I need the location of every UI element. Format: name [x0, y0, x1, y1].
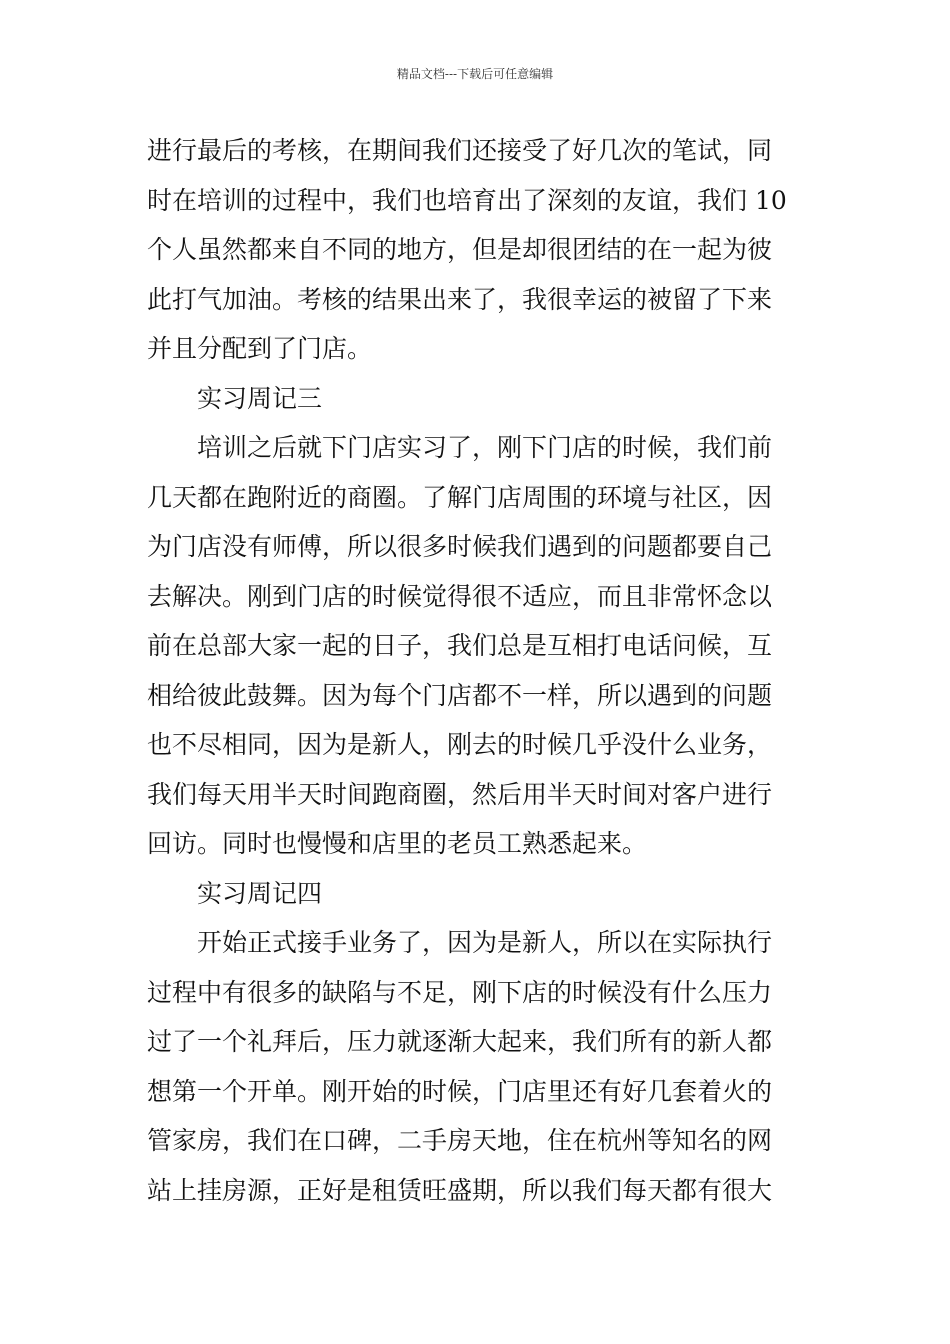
body-line: 时在培训的过程中，我们也培育出了深刻的友谊，我们 10 [147, 185, 787, 215]
body-line: 去解决。刚到门店的时候觉得很不适应，而且非常怀念以 [147, 581, 773, 611]
document-body [147, 126, 807, 1215]
page-header: 精品文档---下载后可任意编辑 [396, 67, 554, 81]
body-line: 想第一个开单。刚开始的时候，门店里还有好几套着火的 [147, 1076, 773, 1106]
body-line: 过了一个礼拜后，压力就逐渐大起来，我们所有的新人都 [147, 1027, 773, 1056]
body-line: 为门店没有师傅，所以很多时候我们遇到的问题都要自己 [147, 532, 773, 561]
body-line: 前在总部大家一起的日子，我们总是互相打电话问候，互 [147, 631, 773, 660]
body-line: 并且分配到了门店。 [147, 334, 373, 363]
body-line: 回访。同时也慢慢和店里的老员工熟悉起来。 [147, 829, 648, 858]
body-line: 也不尽相同，因为是新人，刚去的时候几乎没什么业务， [147, 730, 773, 759]
body-line: 过程中有很多的缺陷与不足，刚下店的时候没有什么压力 [147, 977, 773, 1007]
body-line: 个人虽然都来自不同的地方，但是却很团结的在一起为彼 [147, 235, 773, 264]
section-heading: 实习周记四 [197, 878, 323, 908]
body-line: 开始正式接手业务了，因为是新人，所以在实际执行 [197, 928, 773, 957]
body-line: 管家房，我们在口碑，二手房天地，住在杭州等知名的网 [147, 1126, 773, 1155]
section-heading: 实习周记三 [197, 383, 323, 413]
body-line: 几天都在跑附近的商圈。了解门店周围的环境与社区，因 [147, 482, 773, 512]
body-line: 此打气加油。考核的结果出来了，我很幸运的被留了下来 [147, 284, 773, 314]
body-line: 我们每天用半天时间跑商圈，然后用半天时间对客户进行 [147, 779, 773, 809]
body-line: 站上挂房源，正好是租赁旺盛期，所以我们每天都有很大 [147, 1175, 773, 1205]
body-line: 培训之后就下门店实习了，刚下门店的时候，我们前 [197, 433, 773, 462]
body-line: 进行最后的考核，在期间我们还接受了好几次的笔试，同 [147, 136, 773, 165]
body-line: 相给彼此鼓舞。因为每个门店都不一样，所以遇到的问题 [147, 680, 773, 710]
